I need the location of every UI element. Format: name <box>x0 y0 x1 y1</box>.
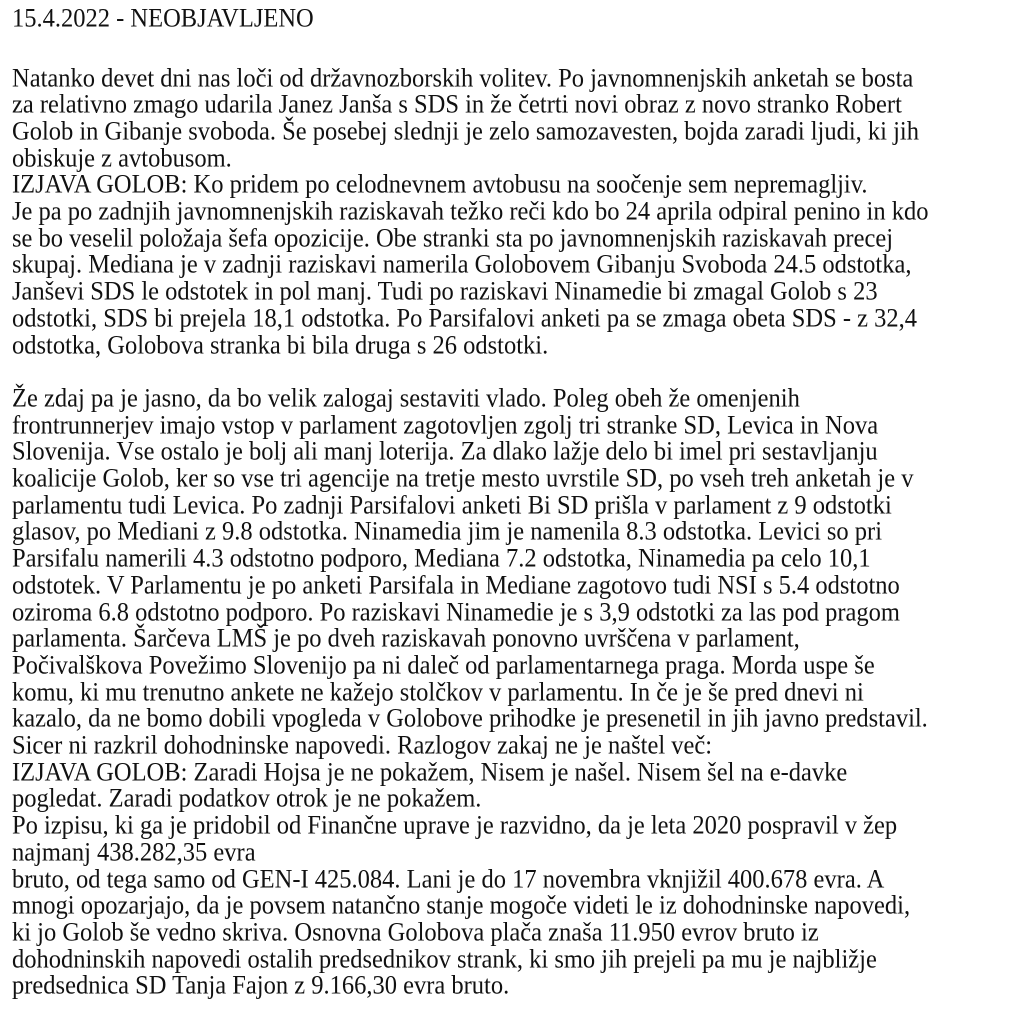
paragraph-2-line: glasov, po Mediani z 9.8 odstotka. Ninamedia jim je namenila 8.3 odstotka. Levici so pri <box>12 517 883 547</box>
paragraph-2-line: oziroma 6.8 odstotno podporo. Po raziskavi Ninamedie je s 3,9 odstotki za las pod pragom <box>12 597 900 627</box>
paragraph-1-line: skupaj. Mediana je v zadnji raziskavi namerila Golobovem Gibanju Svoboda 24.5 odstotka, <box>12 250 912 280</box>
paragraph-1-line: odstotka, Golobova stranka bi bila druga s 26 odstotki. <box>12 330 549 360</box>
paragraph-2-line: Slovenija. Vse ostalo je bolj ali manj loterija. Za dlako lažje delo bi imel pri sestavljanju <box>12 437 878 467</box>
paragraph-2-line: Že zdaj pa je jasno, da bo velik zalogaj sestaviti vlado. Poleg obeh že omenjenih <box>12 383 800 413</box>
paragraph-2-line: mnogi opozarjajo, da je povsem natančno stanje mogoče videti le iz dohodninske napovedi, <box>12 891 911 921</box>
paragraph-2-line: pogledat. Zaradi podatkov otrok je ne pokažem. <box>12 784 482 814</box>
paragraph-1-line: obiskuje z avtobusom. <box>12 143 232 173</box>
paragraph-2-line: dohodninskih napovedi ostalih predsednikov strank, ki smo jih prejeli pa mu je najbližje <box>12 944 877 974</box>
paragraph-1-line: odstotki, SDS bi prejela 18,1 odstotka. Po Parsifalovi anketi pa se zmaga obeta SDS - z 32,4 <box>12 303 918 333</box>
paragraph-2-line: parlamenta. Šarčeva LMŠ je po dveh raziskavah ponovno uvrščena v parlament, <box>12 624 800 654</box>
paragraph-2-line: Počivalškova Povežimo Slovenijo pa ni daleč od parlamentarnega praga. Morda uspe še <box>12 650 875 680</box>
paragraph-1-line: Natanko devet dni nas loči od državnozborskih volitev. Po javnomnenjskih anketah se bosta <box>12 63 914 93</box>
paragraph-2-line: parlamentu tudi Levica. Po zadnji Parsifalovi anketi Bi SD prišla v parlament z 9 odstotki <box>12 490 892 520</box>
paragraph-2-line: bruto, od tega samo od GEN-I 425.084. Lani je do 17 novembra vknjižil 400.678 evra. A <box>12 864 885 894</box>
paragraph-2-line: IZJAVA GOLOB: Zaradi Hojsa je ne pokažem, Nisem je našel. Nisem šel na e-davke <box>12 757 848 787</box>
paragraph-2-line: najmanj 438.282,35 evra <box>12 837 256 867</box>
paragraph-2-line: koalicije Golob, ker so vse tri agencije na tretje mesto uvrstile SD, po vseh treh anketah je v <box>12 463 914 494</box>
paragraph-1-line: za relativno zmago udarila Janez Janša s SDS in že četrti novi obraz z novo stranko Robert <box>12 90 902 120</box>
paragraph-1-line: se bo veselil položaja šefa opozicije. Obe stranki sta po javnomnenjskih raziskavah precej <box>12 223 894 253</box>
paragraph-1-line: Je pa po zadnjih javnomnenjskih raziskavah težko reči kdo bo 24 aprila odpiral penino in kdo <box>12 196 929 227</box>
paragraph-2-line: kazalo, da ne bomo dobili vpogleda v Golobove prihodke je presenetil in jih javno predstavil. <box>12 704 928 734</box>
paragraph-2-line: predsednica SD Tanja Fajon z 9.166,30 evra bruto. <box>12 971 510 1001</box>
paragraph-2-line: Sicer ni razkril dohodninske napovedi. Razlogov zakaj ne je naštel več: <box>12 730 713 761</box>
paragraph-2-line: Po izpisu, ki ga je pridobil od Finančne uprave je razvidno, da je leta 2020 pospravil v žep <box>12 811 898 841</box>
paragraph-2-line: odstotek. V Parlamentu je po anketi Parsifala in Mediane zagotovo tudi NSI s 5.4 odstotno <box>12 570 900 600</box>
paragraph-1-line: Janševi SDS le odstotek in pol manj. Tudi po raziskavi Ninamedie bi zmagal Golob s 23 <box>12 277 878 307</box>
document-header: 15.4.2022 - NEOBJAVLJENO <box>12 3 314 34</box>
paragraph-2-line: Parsifalu namerili 4.3 odstotno podporo, Mediana 7.2 odstotka, Ninamedia pa celo 10,1 <box>12 544 871 574</box>
paragraph-2-line: komu, ki mu trenutno ankete ne kažejo stolčkov v parlamentu. In če je še pred dnevi ni <box>12 677 864 707</box>
paragraph-1-line: IZJAVA GOLOB: Ko pridem po celodnevnem avtobusu na soočenje sem nepremagljiv. <box>12 170 868 200</box>
paragraph-1-line: Golob in Gibanje svoboda. Še posebej slednji je zelo samozavesten, bojda zaradi ljudi, ki jih <box>12 116 919 146</box>
paragraph-2-line: ki jo Golob še vedno skriva. Osnovna Golobova plača znaša 11.950 evrov bruto iz <box>12 917 819 947</box>
paragraph-2-line: frontrunnerjev imajo vstop v parlament zagotovljen zgolj tri stranke SD, Levica in Nova <box>12 410 879 440</box>
